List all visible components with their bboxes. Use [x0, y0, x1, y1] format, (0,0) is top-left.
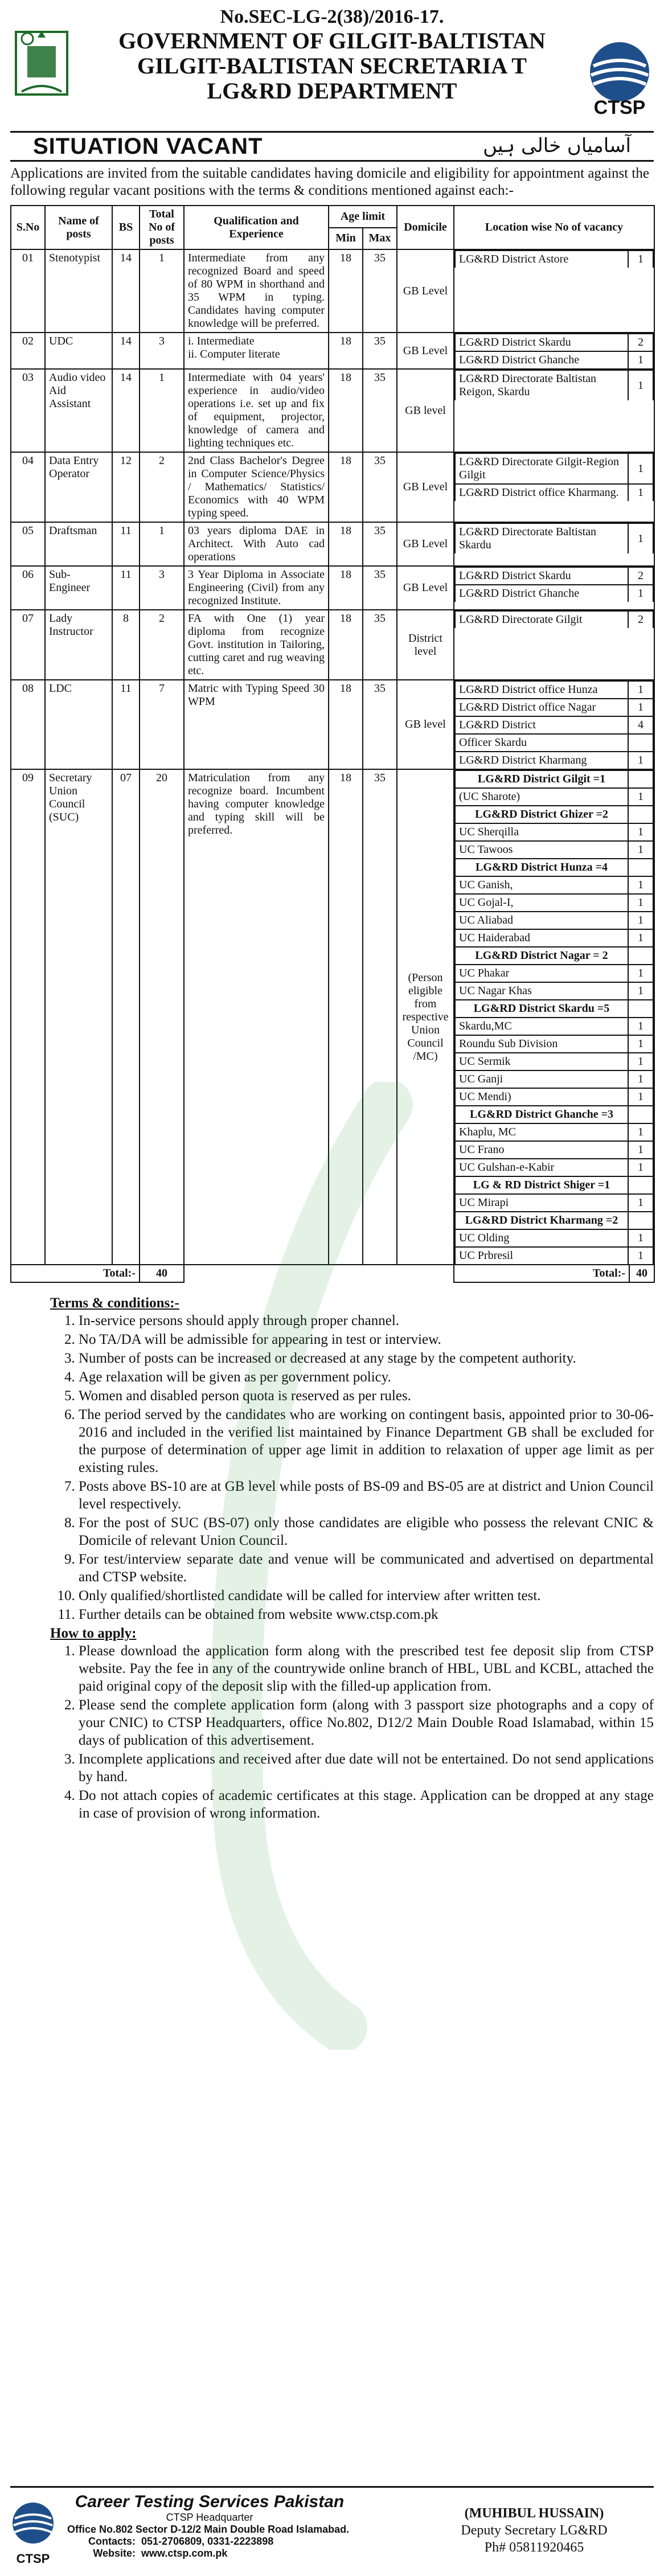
cell-locations	[454, 680, 654, 769]
location-count: 1	[628, 1018, 653, 1035]
location-name: LG&RD District Ghanche	[455, 351, 628, 368]
cell-bs: 11	[112, 566, 140, 610]
location-name: LG&RD District office Kharmang.	[455, 484, 628, 501]
cell-qualification: Matric with Typing Speed 30 WPM	[184, 680, 329, 769]
footer-address: Office No.802 Sector D-12/2 Main Double Road Islamabad.	[67, 2524, 350, 2535]
cell-sno: 05	[11, 522, 45, 566]
cell-name: Secretary Union Council (SUC)	[45, 769, 112, 1265]
header-line-2: GILGIT-BALTISTAN SECRETARIA T	[137, 53, 527, 79]
header-qualification: Qualification and Experience	[184, 206, 329, 249]
cell-sno: 09	[11, 769, 45, 1265]
intro-text: Applications are invited from the suitable candidates having domicile and eligibility for appointment against the following regular vacant positions with the terms & conditions mentioned against each:-	[10, 166, 649, 198]
cell-qualification: FA with One (1) year diploma from recognize Govt. institution in Tailoring, cutting caret and rug weaving etc.	[184, 610, 329, 680]
cell-age-max: 35	[363, 680, 397, 769]
cell-sno: 03	[11, 369, 45, 452]
location-name: UC Sermik	[455, 1053, 628, 1070]
website-link[interactable]: www.ctsp.com.pk	[141, 2548, 228, 2559]
location-name: LG&RD District Skardu	[455, 334, 628, 351]
cell-bs: 14	[112, 369, 140, 452]
footer-hq: CTSP Headquarter	[166, 2512, 253, 2523]
location-count: 2	[628, 611, 653, 628]
cell-age-min: 18	[329, 369, 363, 452]
location-count	[628, 1000, 653, 1018]
cell-locations	[454, 566, 654, 610]
terms-item: 10. Only qualified/shortlisted candidate will be called for interview after written test.	[79, 1587, 654, 1605]
location-count: 1	[628, 1194, 653, 1212]
cell-domicile: GB level	[397, 369, 454, 452]
location-name: LG&RD District office Hunza	[455, 681, 628, 699]
situation-vacant-banner	[10, 131, 654, 162]
cell-age-max: 35	[363, 333, 397, 369]
signatory-block	[426, 2505, 642, 2556]
cell-total: 1	[140, 522, 184, 566]
location-name: LG&RD District Ghanche	[455, 585, 628, 602]
cell-name: Lady Instructor	[45, 610, 112, 680]
header-age-max: Max	[363, 228, 397, 250]
terms-item: 2. No TA/DA will be admissible for appearing in test or interview.	[79, 1331, 654, 1348]
footer	[10, 2486, 654, 2573]
location-count: 1	[628, 585, 653, 602]
cell-locations	[454, 522, 654, 566]
terms-item: 8. For the post of SUC (BS-07) only those candidates are eligible who possess the relevant CNIC & Domicile of relevant Union Council.	[79, 1514, 654, 1549]
apply-item: 4. Do not attach copies of academic certificates at this stage. Application can be dropped at any stage in case of provision of wrong information.	[79, 1787, 654, 1822]
location-name: UC Haiderabad	[455, 929, 628, 947]
total-value-right: 40	[629, 1265, 654, 1282]
cell-age-max: 35	[363, 522, 397, 566]
reference-number: No.SEC-LG-2(38)/2016-17.	[220, 6, 444, 27]
header	[10, 6, 654, 125]
location-name: UC Nagar Khas	[455, 982, 628, 1000]
cell-name: Draftsman	[45, 522, 112, 566]
footer-org-name: Career Testing Services Pakistan	[75, 2492, 345, 2511]
terms-item: 3. Number of posts can be increased or decreased at any stage by the competent authority.	[79, 1349, 654, 1367]
cell-bs: 14	[112, 333, 140, 369]
cell-locations	[454, 452, 654, 522]
location-name: LG&RD District Skardu =5	[455, 1000, 628, 1018]
location-name: UC Olding	[455, 1229, 628, 1247]
cell-total: 20	[140, 769, 184, 1265]
location-count	[628, 1106, 653, 1123]
table-row	[11, 610, 654, 680]
terms-item: 7. Posts above BS-10 are at GB level while posts of BS-09 and BS-05 are at district and Union Council level respectively.	[79, 1478, 654, 1513]
location-count	[628, 947, 653, 965]
cell-bs: 14	[112, 249, 140, 333]
location-name: LG&RD Directorate Baltistan Skardu	[455, 523, 628, 553]
location-count: 1	[628, 1053, 653, 1070]
location-count: 1	[628, 894, 653, 912]
cell-age-min: 18	[329, 522, 363, 566]
cell-name: Audio video Aid Assistant	[45, 369, 112, 452]
header-bs: BS	[112, 206, 140, 249]
location-count: 1	[628, 681, 653, 699]
location-count: 1	[628, 1159, 653, 1176]
cell-total: 1	[140, 249, 184, 333]
location-count: 1	[628, 699, 653, 716]
cell-age-max: 35	[363, 249, 397, 333]
apply-heading: How to apply:	[50, 1626, 137, 1641]
location-name: UC Gojal-I,	[455, 894, 628, 912]
cell-qualification: 2nd Class Bachelor's Degree in Computer Science/Physics / Mathematics/ Statistics/ Economics with 40 WPM typing speed.	[184, 452, 329, 522]
location-count: 1	[628, 929, 653, 947]
cell-domicile: GB Level	[397, 522, 454, 566]
terms-item: 11. Further details can be obtained from website www.ctsp.com.pk	[79, 1606, 654, 1623]
location-count: 4	[628, 716, 653, 734]
cell-age-min: 18	[329, 769, 363, 1265]
location-name: LG&RD District Astore	[455, 251, 628, 268]
header-sno: S.No	[11, 206, 45, 249]
cell-name: Sub-Engineer	[45, 566, 112, 610]
location-count: 1	[628, 841, 653, 859]
location-count	[628, 806, 653, 823]
header-total: Total No of posts	[140, 206, 184, 249]
cell-locations	[454, 249, 654, 333]
location-name: LG&RD Directorate Gilgit-Region Gilgit	[455, 453, 628, 484]
cell-age-min: 18	[329, 610, 363, 680]
location-name: UC Frano	[455, 1141, 628, 1159]
location-count	[628, 859, 653, 876]
location-name: LG&RD Directorate Baltistan Reigon, Skardu	[455, 370, 628, 400]
location-name: LG&RD District	[455, 716, 628, 734]
location-count: 1	[628, 752, 653, 769]
cell-locations	[454, 333, 654, 369]
location-name: UC Prbresil	[455, 1247, 628, 1264]
location-count: 1	[628, 351, 653, 368]
location-count: 1	[628, 788, 653, 806]
location-count: 1	[628, 1088, 653, 1106]
cell-qualification: 3 Year Diploma in Associate Engineering (Civil) from any recognized Institute.	[184, 566, 329, 610]
table-row	[11, 522, 654, 566]
cell-sno: 04	[11, 452, 45, 522]
ctsp-logo-text: CTSP	[593, 97, 646, 118]
location-name: UC Ganish,	[455, 876, 628, 894]
cell-domicile: GB Level	[397, 249, 454, 333]
ctsp-footer-logo-text: CTSP	[16, 2552, 50, 2566]
location-name: LG&RD District Skardu	[455, 567, 628, 585]
location-name: Skardu,MC	[455, 1018, 628, 1035]
cell-bs: 8	[112, 610, 140, 680]
cell-total: 1	[140, 369, 184, 452]
contacts-label: Contacts:	[88, 2536, 136, 2547]
total-value: 40	[140, 1265, 184, 1282]
cell-sno: 01	[11, 249, 45, 333]
cell-name: Stenotypist	[45, 249, 112, 333]
location-name: LG&RD District Kharmang =2	[455, 1212, 628, 1229]
cell-age-max: 35	[363, 566, 397, 610]
location-name: UC Mendi)	[455, 1088, 628, 1106]
location-name: LG&RD District Nagar = 2	[455, 947, 628, 965]
terms-section	[10, 1294, 654, 1822]
apply-item: 1. Please download the application form along with the prescribed test fee deposit slip from CTSP website. Pay the fee in any of the countrywide online branch of HBL, UBL and KCBL, attached the paid original copy of the deposit slip with the filled-up application from.	[79, 1642, 654, 1695]
location-count	[628, 770, 653, 788]
cell-age-min: 18	[329, 680, 363, 769]
location-name: LG&RD District Ghanche =3	[455, 1106, 628, 1123]
location-name: LG&RD Directorate Gilgit	[455, 611, 628, 628]
location-count: 1	[628, 1035, 653, 1053]
cell-domicile: GB Level	[397, 452, 454, 522]
location-count: 1	[628, 1229, 653, 1247]
cell-locations	[454, 610, 654, 680]
cell-qualification: 03 years diploma DAE in Architect. With Auto cad operations	[184, 522, 329, 566]
cell-total: 7	[140, 680, 184, 769]
total-label-right: Total:-	[592, 1267, 625, 1279]
location-count: 1	[628, 982, 653, 1000]
table-row	[11, 333, 654, 369]
table-row	[11, 369, 654, 452]
cell-age-max: 35	[363, 610, 397, 680]
cell-domicile: District level	[397, 610, 454, 680]
location-count: 2	[628, 567, 653, 585]
cell-age-min: 18	[329, 333, 363, 369]
location-count	[628, 1212, 653, 1229]
location-name: UC Ganji	[455, 1070, 628, 1088]
header-line-3: LG&RD DEPARTMENT	[207, 78, 457, 104]
cell-domicile: GB Level	[397, 333, 454, 369]
cell-domicile: GB level	[397, 680, 454, 769]
cell-bs: 07	[112, 769, 140, 1265]
location-name: LG & RD District Shiger =1	[455, 1176, 628, 1194]
location-name: UC Sherqilla	[455, 823, 628, 841]
cell-locations	[454, 369, 654, 452]
header-age-min: Min	[329, 228, 363, 250]
location-count: 1	[628, 876, 653, 894]
location-name: UC Gulshan-e-Kabir	[455, 1159, 628, 1176]
location-name: LG&RD District office Nagar	[455, 699, 628, 716]
location-count: 1	[628, 251, 653, 268]
cell-bs: 11	[112, 680, 140, 769]
cell-age-min: 18	[329, 249, 363, 333]
table-row	[11, 769, 654, 1265]
terms-heading: Terms & conditions:-	[50, 1295, 179, 1311]
terms-item: 1. In-service persons should apply through proper channel.	[79, 1312, 654, 1330]
location-count: 1	[628, 1141, 653, 1159]
header-domicile: Domicile	[397, 206, 454, 249]
cell-total: 2	[140, 452, 184, 522]
header-location: Location wise No of vacancy	[454, 206, 654, 249]
terms-item: 4. Age relaxation will be given as per government policy.	[79, 1368, 654, 1386]
terms-list	[79, 1312, 654, 1623]
terms-item: 9. For test/interview separate date and venue will be communicated and advertised on departmental and CTSP website.	[79, 1550, 654, 1586]
cell-name: Data Entry Operator	[45, 452, 112, 522]
cell-total: 3	[140, 566, 184, 610]
cell-age-max: 35	[363, 452, 397, 522]
location-count: 1	[628, 1070, 653, 1088]
cell-name: LDC	[45, 680, 112, 769]
location-count: 1	[628, 1123, 653, 1141]
location-name: LG&RD District Gilgit =1	[455, 770, 628, 788]
location-name: Khaplu, MC	[455, 1123, 628, 1141]
table-row	[11, 566, 654, 610]
apply-item: 2. Please send the complete application form (along with 3 passport size photographs and a copy of your CNIC) to CTSP Headquarters, office No.802, D12/2 Main Double Road Islamabad, within 15 days of publication of this advertisement.	[79, 1696, 654, 1749]
banner-title: SITUATION VACANT	[33, 134, 263, 159]
signatory-name: (MUHIBUL HUSSAIN)	[464, 2506, 604, 2521]
location-name: UC Aliabad	[455, 912, 628, 929]
table-row	[11, 452, 654, 522]
location-name: UC Tawoos	[455, 841, 628, 859]
gilgit-baltistan-emblem-icon	[10, 26, 73, 100]
total-label: Total:-	[11, 1265, 140, 1282]
location-count: 1	[628, 370, 653, 400]
terms-item: 6. The period served by the candidates who are working on contingent basis, appointed prior to 30-06-2016 and included in the verified list maintained by Finance Department GB shall be excluded for the purpose of determination of upper age limit in addition to relaxation of upper age limit as per existing rules.	[79, 1406, 654, 1476]
signatory-phone: Ph# 05811920465	[484, 2540, 584, 2555]
table-row	[11, 249, 654, 333]
location-name: (UC Sharote)	[455, 788, 628, 806]
location-name: Roundu Sub Division	[455, 1035, 628, 1053]
cell-domicile: GB Level	[397, 566, 454, 610]
header-name: Name of posts	[45, 206, 112, 249]
location-count: 1	[628, 965, 653, 982]
location-count: 1	[628, 484, 653, 501]
header-line-1: GOVERNMENT OF GILGIT-BALTISTAN	[118, 28, 546, 54]
location-name: LG&RD District Ghizer =2	[455, 806, 628, 823]
location-name: UC Phakar	[455, 965, 628, 982]
location-name: UC Mirapi	[455, 1194, 628, 1212]
advertisement-page	[10, 6, 654, 2566]
location-name: LG&RD District Hunza =4	[455, 859, 628, 876]
location-name: LG&RD District Kharmang	[455, 752, 628, 769]
location-count: 1	[628, 912, 653, 929]
cell-bs: 12	[112, 452, 140, 522]
cell-sno: 08	[11, 680, 45, 769]
cell-locations	[454, 769, 654, 1265]
cell-age-max: 35	[363, 769, 397, 1265]
cell-bs: 11	[112, 522, 140, 566]
cell-qualification: i. Intermediate ii. Computer literate	[184, 333, 329, 369]
location-count: 1	[628, 523, 653, 553]
location-count	[628, 734, 653, 752]
ctsp-footer-logo-icon	[10, 2495, 56, 2552]
cell-qualification: Matriculation from any recognize board. Incumbent having computer knowledge and typing skill will be preferred.	[184, 769, 329, 1265]
cell-domicile: (Person eligible from respective Union Council /MC)	[397, 769, 454, 1265]
location-count: 1	[628, 823, 653, 841]
cell-sno: 07	[11, 610, 45, 680]
cell-qualification: Intermediate with 04 years' experience in audio/video operations i.e. set up and fix of equipment, projector, knowledge of camera and lighting techniques etc.	[184, 369, 329, 452]
cell-qualification: Intermediate from any recognized Board and speed of 80 WPM in shorthand and 35 WPM in typing. Candidates having computer knowledge will be preferred.	[184, 249, 329, 333]
location-count: 2	[628, 334, 653, 351]
location-count: 1	[628, 453, 653, 484]
cell-name: UDC	[45, 333, 112, 369]
cell-age-min: 18	[329, 452, 363, 522]
location-name: Officer Skardu	[455, 734, 628, 752]
signatory-designation: Deputy Secretary LG&RD	[461, 2523, 608, 2538]
location-count	[628, 1176, 653, 1194]
cell-total: 2	[140, 610, 184, 680]
vacancy-table	[10, 205, 655, 1283]
website-label: Website:	[93, 2548, 136, 2559]
apply-item: 3. Incomplete applications and received after due date will not be entertained. Do not send applications by hand.	[79, 1750, 654, 1786]
cell-total: 3	[140, 333, 184, 369]
cell-age-max: 35	[363, 369, 397, 452]
location-count: 1	[628, 1247, 653, 1264]
cell-sno: 02	[11, 333, 45, 369]
table-row	[11, 680, 654, 769]
apply-list	[79, 1642, 654, 1822]
cell-sno: 06	[11, 566, 45, 610]
terms-item: 5. Women and disabled person quota is reserved as per rules.	[79, 1387, 654, 1405]
header-age-limit: Age limit	[329, 206, 397, 228]
cell-age-min: 18	[329, 566, 363, 610]
banner-urdu-title: آسامیاں خالی ہیں	[483, 134, 631, 157]
contacts-value: 051-2706809, 0331-2223898	[141, 2536, 274, 2547]
